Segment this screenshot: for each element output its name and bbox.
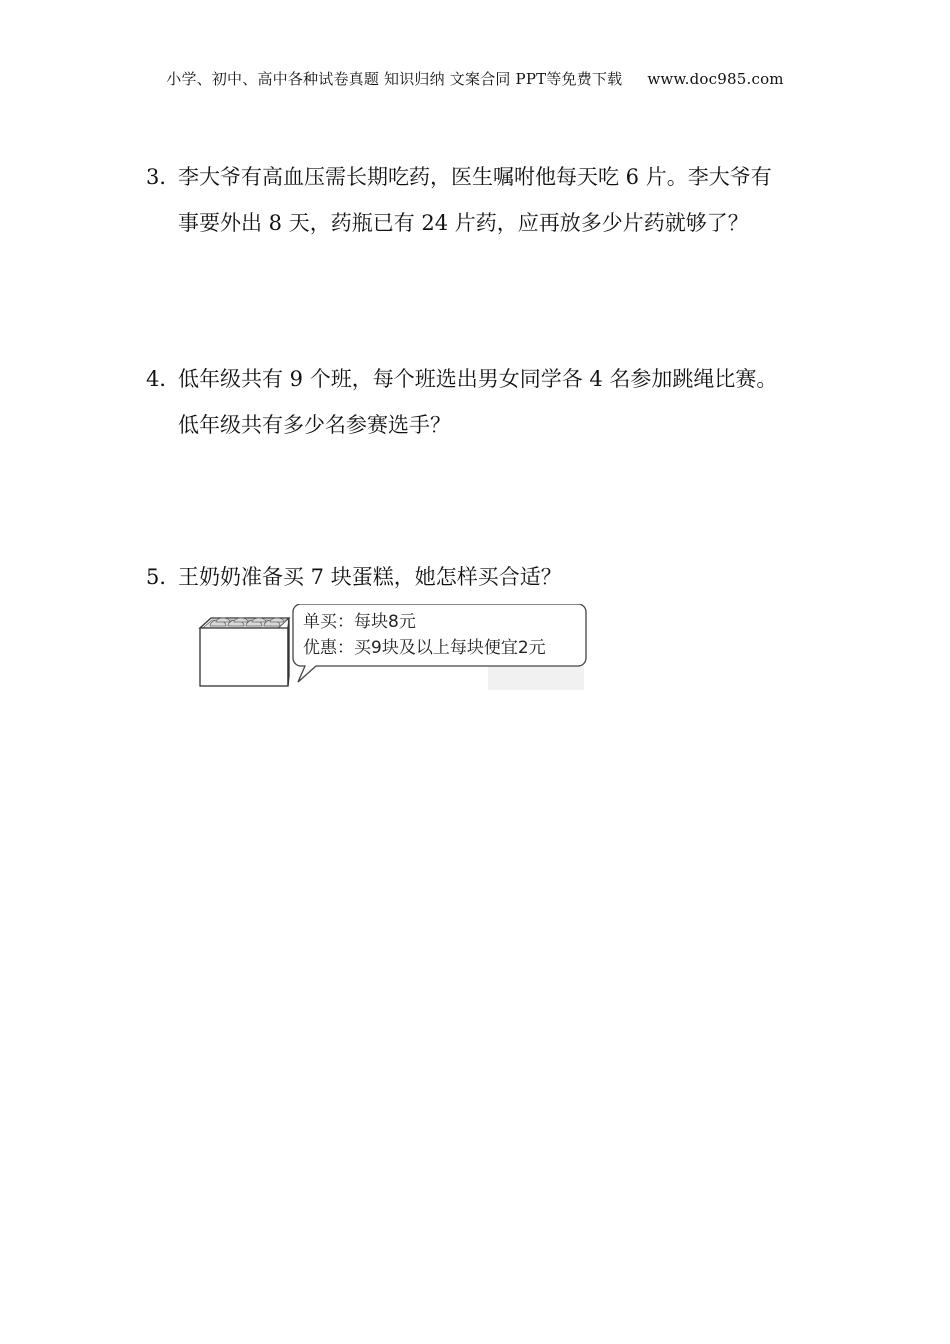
question-line: 王奶奶准备买 7 块蛋糕，她怎样买合适？ xyxy=(178,565,562,589)
price-discount: 优惠：买9块及以上每块便宜2元 xyxy=(303,638,546,658)
question-3 xyxy=(146,154,826,246)
question-number: 3． xyxy=(146,165,181,189)
question-line: 事要外出 8 天，药瓶已有 24 片药，应再放多少片药就够了？ xyxy=(178,211,749,235)
question-line: 低年级共有 9 个班，每个班选出男女同学各 4 名参加跳绳比赛。 xyxy=(178,367,778,391)
header-text: 小学、初中、高中各种试卷真题 知识归纳 文案合同 PPT等免费下载 xyxy=(166,70,623,88)
question-number: 5． xyxy=(146,565,181,589)
header-site: www.doc985.com xyxy=(647,70,784,88)
question-line: 李大爷有高血压需长期吃药，医生嘱咐他每天吃 6 片。李大爷有 xyxy=(178,165,772,189)
question-line: 低年级共有多少名参赛选手？ xyxy=(178,413,451,437)
question-4 xyxy=(146,356,826,448)
cake-box-side xyxy=(288,618,289,686)
question-5 xyxy=(146,554,826,600)
question-number: 4． xyxy=(146,367,181,391)
price-single: 单买：每块8元 xyxy=(303,612,416,632)
page-header xyxy=(0,68,950,89)
cake-box-front xyxy=(200,628,288,686)
